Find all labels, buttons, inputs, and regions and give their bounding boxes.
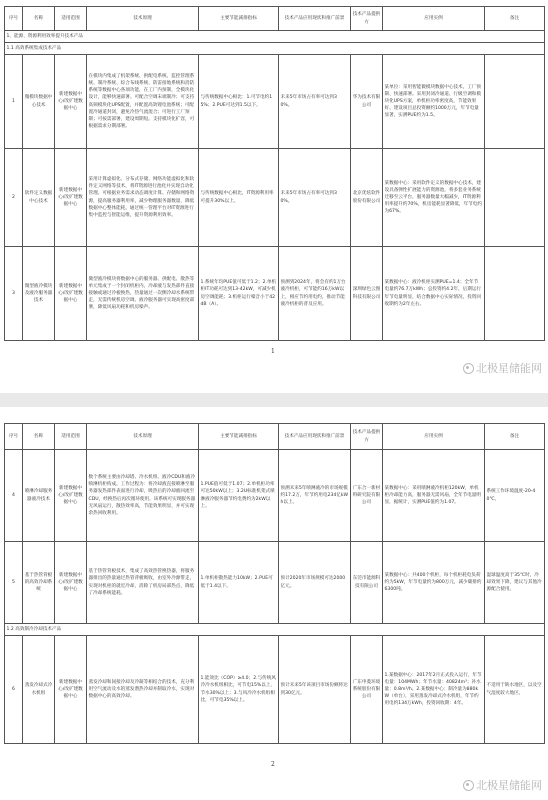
cell-provider: 广东申菱环境系统股份有限公司 [351,636,383,744]
cell-name: 微模块数据中心技术 [23,55,55,149]
table-row [5,636,545,744]
cell-scope: 新建数据中心/改扩建数据中心 [55,542,87,624]
table-header-row [5,7,545,31]
header-prospect: 技术产品应用现状和推广前景 [279,424,351,450]
cell-indicators: 1.能效比（COP）≥4.0；2.与传统风冷冷水机组相比，可节电15%以上，节水30%以上；3.与风冷冷水机组相比，可节电35%以上。 [199,636,279,744]
header-indicators: 主要节能减排指标 [199,424,279,450]
header-principle: 技术原理 [87,7,199,31]
cell-provider: 东莞市能源科技有限公司 [351,542,383,624]
cell-no: 4 [5,450,23,542]
watermark-logo-icon [463,780,474,791]
watermark-logo-icon [463,363,474,374]
tech-table-page-1 [4,6,545,341]
cell-principle: 微型液冷模块将数据中心的服务器、供配电、散热等单元集成于一个封闭机柜内。冷却液与发热部件直接接触或通过冷板换热，热量通过一次侧冷却水系统带走，无需传统机房空调。液冷服务器可实现高密度部署，降低风扇功耗和机房噪声。 [87,247,199,341]
cell-note [485,149,545,247]
watermark-text: 北极星储能网 [476,362,542,375]
cell-principle: 数个系统主要由冷却塔、冷水机组、液冷CDU和液冷喷淋机柜构成。工作过程为：将冷却液直接喷淋至服务器发热部件表面进行冷却，吸热后的冷却液回流至CDU，经换热后再次循环使用。该系统可实现服务器无风扇运行，散热效率高，节能效果明显，并可实现余热回收利用。 [87,450,199,542]
header-example: 应用实例 [383,424,485,450]
header-indicators: 主要节能减排指标 [199,7,279,31]
cell-name: 微型液冷模块及液冷服务器技术 [23,247,55,341]
header-note: 备注 [485,7,545,31]
page-number: 1 [271,348,275,355]
cell-prospect: 预测到2024年，将会有约1万台液冷机柜，可节能约16万kW以上，相应节约用电约，推动节能液冷机柜的普及应用。 [279,247,351,341]
cell-prospect: 预测未来5年喷淋液冷的市场规模约17.2万，年节约用电234亿kWh以上。 [279,450,351,542]
cell-scope: 新建数据中心/改扩建数据中心 [55,450,87,542]
header-example: 应用实例 [383,7,485,31]
cell-scope: 新建数据中心/改扩建数据中心 [55,149,87,247]
cell-provider: 深圳绿色云图科技有限公司 [351,247,383,341]
watermark-text: 北极星储能网 [476,779,542,792]
subsection-row [5,43,545,55]
cell-indicators: 1.系统年均PUE值可低于1.2；2.单机柜IT功耗可达到13-42kW，可减少机房空调能耗；3.机柜运行噪音小于42dB（A）。 [199,247,279,341]
cell-no: 3 [5,247,23,341]
cell-no: 5 [5,542,23,624]
subsection-title: 1.2 高效制冷冷却技术产品 [5,624,545,636]
cell-provider: 北京优炫软件股份有限公司 [351,149,383,247]
table-row [5,542,545,624]
cell-principle: 蒸发冷却和间接冷却及冷凝等相结合的技术，充分利用空气流动及水的蒸发潜热冷却并制取冷水，实现对数据中心的高效冷却。 [87,636,199,744]
header-scope: 适用范围 [55,424,87,450]
subsection-row [5,624,545,636]
cell-example: 某数据中心：共400个机柜，每个机柜耗电负荷约为5kW，年节电量约为800万元，减少碳排约6300吨。 [383,542,485,624]
header-name: 名称 [23,7,55,31]
cell-no: 6 [5,636,23,744]
cell-prospect: 未来5年市场占有率可达到30%。 [279,149,351,247]
table-row [5,247,545,341]
table-row [5,149,545,247]
cell-name: 蒸发冷却式冷水机组 [23,636,55,744]
cell-name: 喷淋冷却服务器液冷技术 [23,450,55,542]
header-no: 序号 [5,424,23,450]
cell-principle: 采用计算虚拟化、分布式存储、网络功能虚拟化和软件定义网络等技术，将IT资源进行池化并实现自动化管理。可根据业务需求动态调度计算、存储和网络资源，提高服务器利用率，减少物理服务器数量，降低数据中心整体能耗。通过统一管理平台对IT资源进行集中监控与智能运维，提升资源利用效率。 [87,149,199,247]
subsection-title: 1.1 高效系统集成技术产品 [5,43,545,55]
section-title: 1、能源、资源利用效率提升技术产品 [5,31,545,43]
header-provider: 技术产品提供方 [351,424,383,450]
cell-example: 某数据中心：采用软件定义的数据中心技术，建设具备弹性扩展能力的资源池，将多套业务系统迁移至云平台，服务器数量大幅减少，IT资源利用率提升约70%，机房能耗显著降低，年节电约为67%。 [383,149,485,247]
cell-no: 1 [5,55,23,149]
cell-note: 不适用于缺水地区，以及空气湿度较大地区。 [485,636,545,744]
cell-indicators: 1.单机柜散热能力10kW；2.PUE可低于1.4以下。 [199,542,279,624]
page-number: 2 [271,761,275,768]
cell-indicators: 与传统数据中心相比，IT资源利用率可提升30%以上。 [199,149,279,247]
cell-indicators: 与传统数据中心相比：1.可节电约15%；2.PUE可达到1.5以下。 [199,55,279,149]
watermark [463,360,542,376]
watermark [463,777,542,793]
header-name: 名称 [23,424,55,450]
cell-provider: 华为技术有限公司 [351,55,383,149]
cell-example: 某单位：采用智能微模块数据中心技术，工厂预制、快速部署。采用封闭冷通道、行级空调和模块化UPS方案，单机柜功率密度高，节能效果好。建设项目总投资额约1000万元，年节电量显著，实测PUE约为1.5。 [383,55,485,149]
cell-principle: 基于热管背板技术，集成了高效热管换热器，将服务器排出的热量通过热管背板吸收，由室外冷源带走，实现对机柜的就近冷却，消除了机房局部热点，降低了冷却系统能耗。 [87,542,199,624]
header-prospect: 技术产品应用现状和推广前景 [279,7,351,31]
cell-example: 某数据中心：液冷机柜实测PUE=1.4；全年节电量约76.7万kWh；总投资约4.2年，后期运行年节电量明显，结合数据中心实际情况，投资回收期约为2年左右。 [383,247,485,341]
cell-prospect: 预计未来5年该项目市场份额将达到30亿元。 [279,636,351,744]
table-row [5,55,545,149]
cell-no: 2 [5,149,23,247]
cell-name: 软件定义数据中心技术 [23,149,55,247]
header-scope: 适用范围 [55,7,87,31]
cell-example: 1.某数据中心：2017年2月正式投入运行，年节电量：104MWh；年节水量：40824m³；补水量：0.8m³/h。2.某数据中心：制冷量为880kW（单台），采用蒸发冷却式冷水机组，年节约用电约134万kWh，投资回收期：4年。 [383,636,485,744]
table-row [5,450,545,542]
cell-prospect: 未来5年市场占有率可达到30%。 [279,55,351,149]
cell-prospect: 预计2020年市场规模可达2000亿元。 [279,542,351,624]
table-header-row [5,424,545,450]
document-page-1 [0,0,548,393]
header-no: 序号 [5,7,23,31]
header-principle: 技术原理 [87,424,199,450]
cell-note [485,247,545,341]
cell-example: 某数据中心：采用喷淋液冷机柜120kW，单机柜冷却能力高，服务器无需风扇，全年节电量明显，据统计，实测PUE值约为1.07。 [383,450,485,542]
cell-note: 湿球温度高于35℃时，冷却效果下降，建议与其他冷源配合使用。 [485,542,545,624]
document-page-2 [0,407,548,800]
header-note: 备注 [485,424,545,450]
cell-note: 系统工作环境温度-20-40℃。 [485,450,545,542]
tech-table-page-2 [4,423,545,744]
cell-name: 基于热管背板的高效冷却系统 [23,542,55,624]
header-provider: 技术产品提供方 [351,7,383,31]
cell-note [485,55,545,149]
cell-indicators: 1.PUE值可低于1.07；2.单机柜功率可达50kW以上；3.2U标准机架式喷淋液冷服务器节约电费约为2kW以上。 [199,450,279,542]
cell-scope: 新建数据中心/改扩建数据中心 [55,247,87,341]
section-row [5,31,545,43]
cell-scope: 新建数据中心/改扩建数据中心 [55,55,87,149]
cell-scope: 新建数据中心/改扩建数据中心 [55,636,87,744]
cell-principle: 在模块内集成了机架系统、供配电系统、监控管理系统、制冷系统、综合布线系统、防雷接地系统和消防系统等数据中心各项功能，在工厂内预制，全模块化设计，能够快速部署。可配合空调末端制冷；可支持高频模块化UPS配置，并配置高效锂电池系统；可配置冷通道封闭，避免冷热气流混合；可进行工厂预制；可按需部署，建设周期短。支持模块化扩容，可根据需求分期部署。 [87,55,199,149]
cell-provider: 广东合一新材料研究院有限公司 [351,450,383,542]
